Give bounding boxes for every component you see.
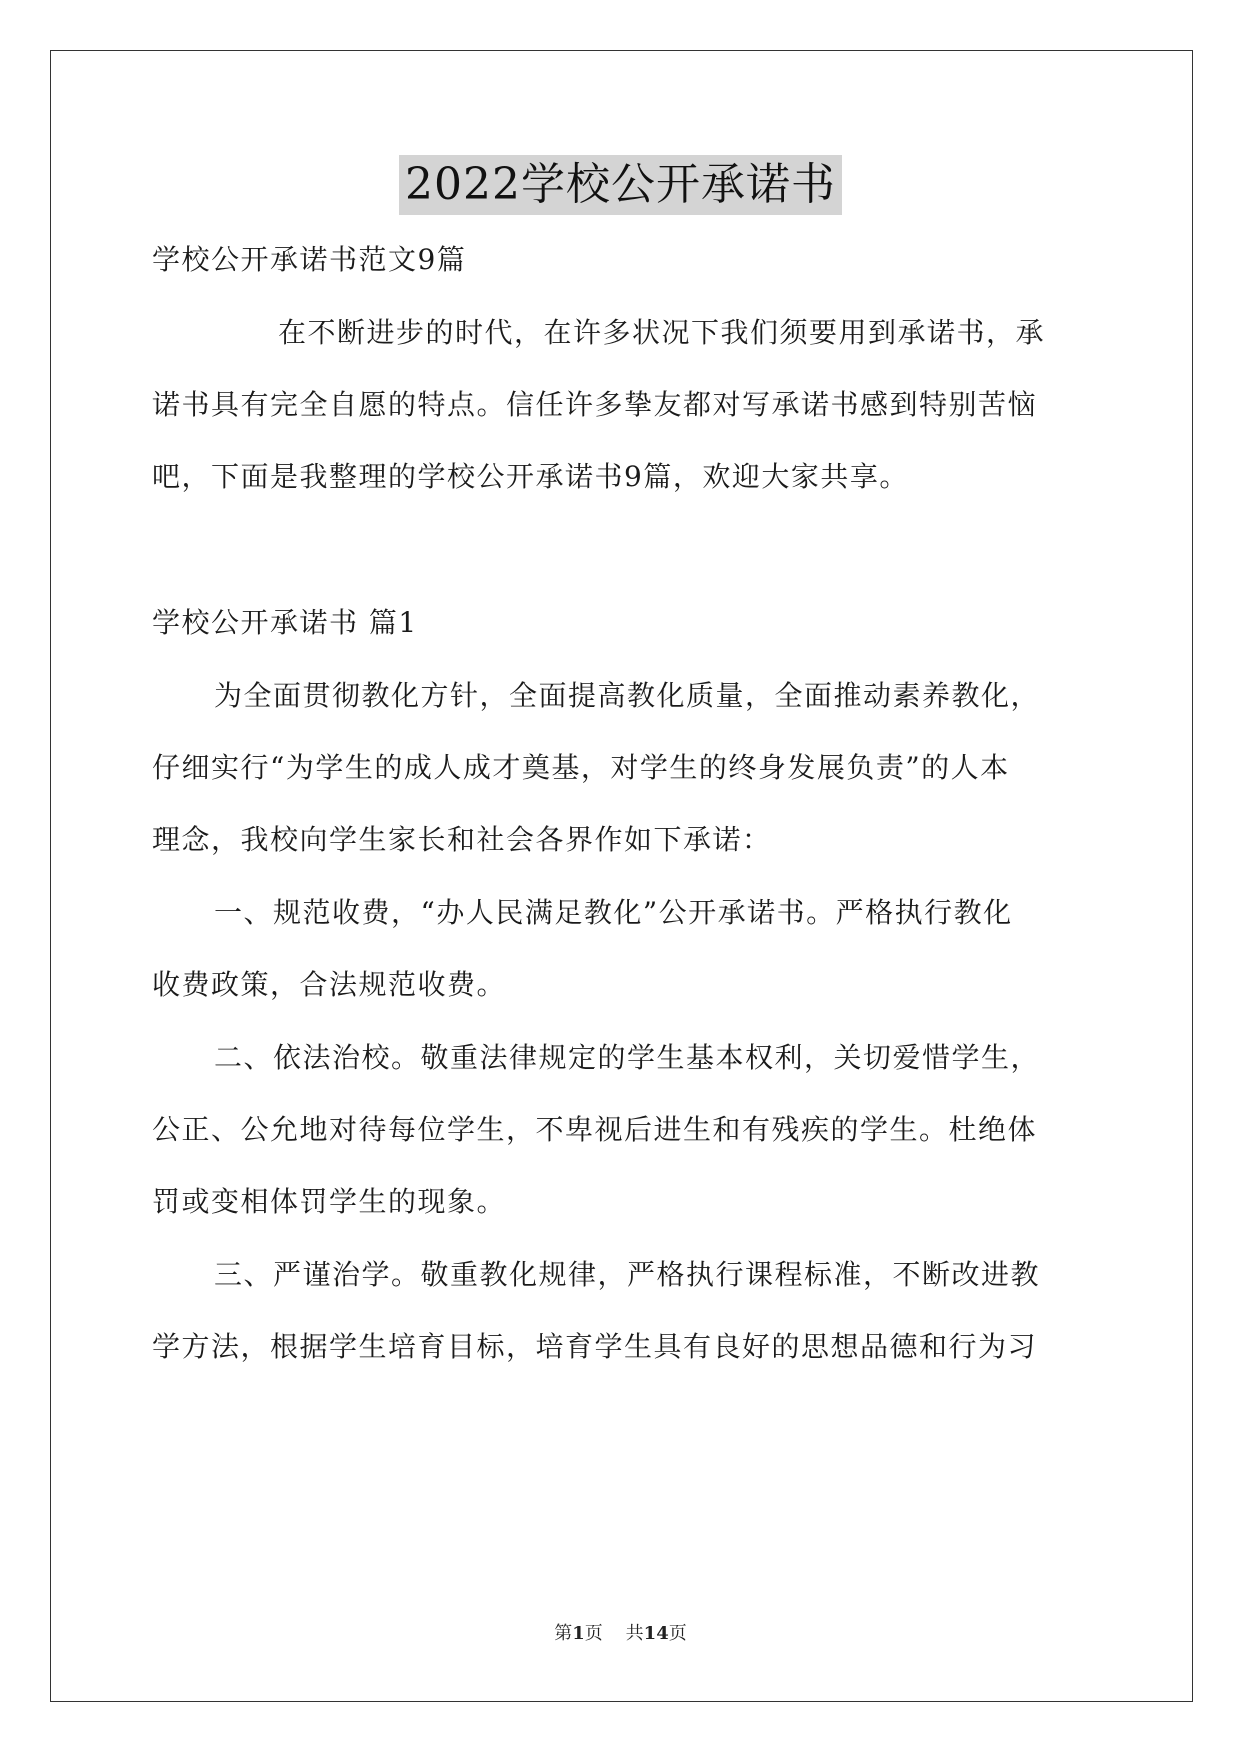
footer-page-suffix: 页 xyxy=(584,1623,603,1644)
body-line-3: 理念，我校向学生家长和社会各界作如下承诺： xyxy=(152,823,772,856)
intro-line-3: 吧，下面是我整理的学校公开承诺书9篇，欢迎大家共享。 xyxy=(152,460,909,493)
body-line-2: 仔细实行“为学生的成人成才奠基，对学生的终身发展负责”的人本 xyxy=(152,751,1010,784)
body-line-7: 公正、公允地对待每位学生，不卑视后进生和有残疾的学生。杜绝体 xyxy=(152,1113,1038,1146)
body-line-6: 二、依法治校。敬重法律规定的学生基本权利，关切爱惜学生， xyxy=(214,1041,1041,1074)
footer-page-total: 14 xyxy=(643,1623,669,1644)
body-line-4: 一、规范收费，“办人民满足教化”公开承诺书。严格执行教化 xyxy=(214,896,1013,929)
intro-line-2: 诺书具有完全自愿的特点。信任许多挚友都对写承诺书感到特别苦恼 xyxy=(152,388,1038,421)
footer-total-suffix: 页 xyxy=(668,1623,687,1644)
body-line-9: 三、严谨治学。敬重教化规律，严格执行课程标准，不断改进教 xyxy=(214,1258,1041,1291)
footer-total-prefix: 共 xyxy=(625,1623,644,1644)
page-footer xyxy=(0,1622,1241,1646)
title-wrap xyxy=(0,155,1241,215)
intro-line-1: 在不断进步的时代，在许多状况下我们须要用到承诺书，承 xyxy=(278,316,1046,349)
document-title: 2022学校公开承诺书 xyxy=(399,155,842,215)
footer-page-prefix: 第 xyxy=(554,1623,573,1644)
page-border xyxy=(50,50,1193,1702)
body-line-5: 收费政策，合法规范收费。 xyxy=(152,968,507,1001)
document-subtitle: 学校公开承诺书范文9篇 xyxy=(152,243,467,276)
footer-page-current: 1 xyxy=(572,1623,585,1644)
body-line-8: 罚或变相体罚学生的现象。 xyxy=(152,1185,507,1218)
section-heading: 学校公开承诺书 篇1 xyxy=(152,606,418,639)
body-line-10: 学方法，根据学生培育目标，培育学生具有良好的思想品德和行为习 xyxy=(152,1330,1038,1363)
body-line-1: 为全面贯彻教化方针，全面提高教化质量，全面推动素养教化， xyxy=(214,679,1041,712)
